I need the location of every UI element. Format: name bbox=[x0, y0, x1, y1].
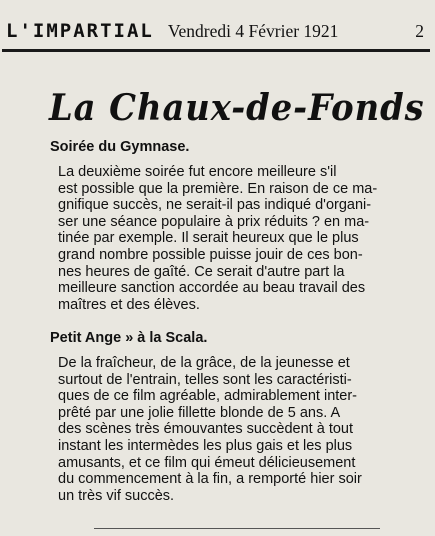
article-heading-gymnase: Soirée du Gymnase. bbox=[50, 139, 190, 155]
text-line: nes heures de gaîté. Ce serait d'autre part la bbox=[58, 263, 345, 280]
text-line: De la fraîcheur, de la grâce, de la jeunesse et bbox=[58, 355, 350, 371]
text-line: amusants, et ce film qui émeut délicieusement bbox=[58, 454, 356, 471]
text-line: instant les intermèdes les plus gais et les plus bbox=[58, 437, 353, 454]
section-title: La Chaux-de-Fonds bbox=[49, 87, 425, 129]
text-line: La deuxième soirée fut encore meilleure s'il bbox=[58, 164, 337, 180]
text-line: des scènes très émouvantes succèdent à tout bbox=[58, 421, 354, 438]
text-line: du commencement à la fin, a remporté hier soir bbox=[58, 471, 362, 488]
text-line: un très vif succès. bbox=[58, 487, 175, 504]
article-body-scala bbox=[58, 355, 426, 504]
text-line: meilleure sanction accordée au beau travail des bbox=[58, 280, 366, 297]
text-line: gnifique succès, ne serait-il pas indiqué d'organi- bbox=[58, 197, 372, 214]
text-line: surtout de l'entrain, telles sont les caractéristi- bbox=[58, 371, 352, 388]
issue-date: Vendredi 4 Février 1921 bbox=[167, 21, 339, 41]
masthead-rule bbox=[2, 49, 430, 52]
text-line: ser une séance populaire à prix réduits ? en ma- bbox=[58, 213, 370, 230]
text-line: prêté par une jolie fillette blonde de 5 ans. A bbox=[58, 404, 341, 421]
newspaper-name: L'IMPARTIAL bbox=[6, 20, 154, 42]
text-line: maîtres et des élèves. bbox=[58, 296, 200, 313]
text-line: tinée par exemple. Il serait heureux que le plus bbox=[58, 230, 359, 247]
text-line: ques de ce film agréable, admirablement inter- bbox=[58, 388, 358, 405]
page-number: 2 bbox=[415, 21, 424, 41]
masthead bbox=[6, 20, 426, 48]
bottom-rule bbox=[94, 528, 380, 529]
article-heading-scala: Petit Ange » à la Scala. bbox=[50, 330, 208, 346]
article-body-gymnase bbox=[58, 164, 426, 313]
text-line: grand nombre possible puisse jouir de ces bon- bbox=[58, 246, 363, 263]
text-line: est possible que la première. En raison de ce ma- bbox=[58, 180, 378, 197]
